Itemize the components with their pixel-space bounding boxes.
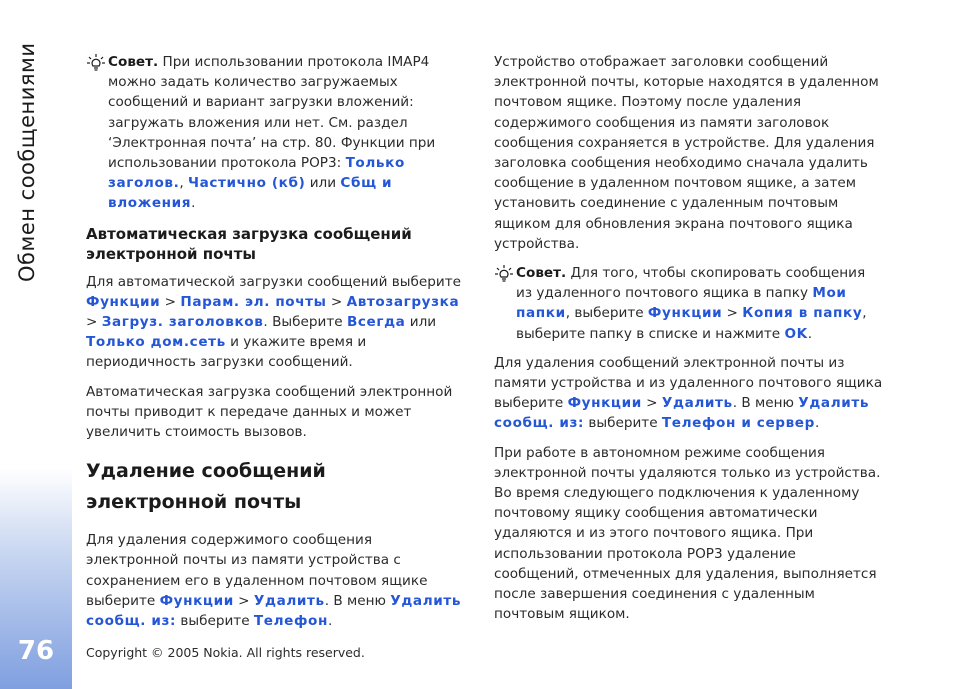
text-run: > (86, 314, 102, 331)
menu-link-email-settings: Парам. эл. почты (180, 293, 327, 310)
section-heading-auto-download: Автоматическая загрузка сообщений электронной почты (86, 224, 412, 263)
text-run: . (814, 415, 820, 432)
text-run: , выберите (565, 305, 648, 322)
text-run: , выберите папку в списке и нажмите (516, 305, 867, 342)
text-run: . В меню (732, 395, 799, 412)
lightbulb-icon (494, 264, 514, 284)
copyright-footer: Copyright © 2005 Nokia. All rights reserved. (86, 645, 365, 660)
menu-link-home-net-only: Только дом.сеть (86, 334, 226, 351)
text-run: Для удаления сообщений электронной почты из памяти устройства и из удаленного почтового ящика выберите (494, 354, 883, 412)
paragraph-offline-delete: При работе в автономном режиме сообщения электронной почты удаляются только из устройства. Во время следующего подключения к удаленному почтовому ящику сообщения автоматически удаляются и из этого почтового ящика. При использовании протокола POP3 удаление сообщений, отмеченных для удаления, выполняется после завершения соединения с удаленным почтовым ящиком. (494, 444, 881, 623)
paragraph-delete-from-phone (86, 530, 468, 631)
text-separator: , (179, 175, 189, 192)
left-column (86, 52, 468, 640)
text-separator: или (305, 175, 341, 192)
menu-link-msg-attachments: Сбщ и вложения (108, 175, 393, 212)
menu-link-headers-only: Только заголов. (108, 155, 405, 192)
paragraph-auto-download (86, 272, 468, 373)
menu-link-my-folders: Мои папки (516, 285, 847, 322)
text-run: . Выберите (263, 314, 347, 331)
menu-link-copy-to-folder: Копия в папку (742, 305, 863, 322)
menu-link-delete-msg-from: Удалить сообщ. из: (86, 592, 462, 630)
menu-link-delete: Удалить (253, 592, 325, 609)
text-separator: . (191, 195, 196, 212)
page-number: 76 (17, 636, 55, 666)
tip-text: При использовании протокола IMAP4 можно задать количество загружаемых сообщений и вариант загрузки вложений: загружать вложения или нет. См. раздел ‘Электронная почта’ на стр. 80. Функции при использовании протокола POP3: (108, 54, 436, 172)
paragraph-auto-download-cost: Автоматическая загрузка сообщений электронной почты приводит к передаче данных и может увеличить стоимость вызовов. (86, 383, 453, 441)
menu-link-delete-msg-from: Удалить сообщ. из: (494, 395, 870, 432)
text-run: Для удаления содержимого сообщения электронной почты из памяти устройства с сохранением его в удаленном почтовом ящике выберите (86, 532, 428, 609)
text-run: выберите (584, 415, 662, 432)
menu-link-options: Функции (86, 293, 161, 310)
text-run: > (326, 293, 347, 310)
tip-label: Совет. (516, 265, 567, 282)
paragraph-headers-remain: Устройство отображает заголовки сообщений электронной почты, которые находятся в удаленном почтовом ящике. Поэтому после удаления содержимого сообщения из памяти заголовок сообщения сохраняется в устройстве. Для удаления заголовка сообщения необходимо сначала удалить сообщение в удаленном почтовом ящике, а затем установить соединение с удаленным почтовым ящиком для обновления экрана почтового ящика устройства. (494, 54, 879, 252)
menu-link-phone: Телефон (253, 613, 328, 630)
menu-link-delete: Удалить (661, 395, 733, 412)
menu-link-header-retrieval: Загруз. заголовков (101, 314, 264, 331)
text-run: и укажите время и периодичность загрузки сообщений. (86, 334, 367, 371)
menu-link-phone-and-server: Телефон и сервер (661, 415, 815, 432)
tip-copy-to-folder (494, 263, 884, 344)
sidebar (0, 0, 72, 689)
text-run: . (807, 325, 813, 342)
text-run: или (405, 314, 437, 331)
text-run: > (722, 305, 743, 322)
menu-link-ok: OK (784, 325, 808, 342)
chapter-title: Обмен сообщениями (15, 42, 39, 282)
menu-link-always: Всегда (346, 314, 406, 331)
lightbulb-icon (86, 53, 106, 73)
menu-link-auto-retrieval: Автозагрузка (346, 293, 460, 310)
menu-link-options: Функции (567, 395, 642, 412)
menu-link-options: Функции (647, 305, 723, 322)
menu-link-partial: Частично (кб) (188, 175, 306, 192)
text-run: . (328, 613, 333, 630)
paragraph-delete-phone-and-server (494, 353, 884, 434)
right-column (494, 52, 884, 633)
text-run: > (233, 592, 254, 609)
text-run: > (641, 395, 662, 412)
tip-label: Совет. (108, 54, 159, 70)
menu-link-options: Функции (159, 592, 234, 609)
section-heading-delete-email: Удаление сообщений электронной почты (86, 460, 326, 514)
text-run: выберите (176, 613, 254, 630)
text-run: Для того, чтобы скопировать сообщения из удаленного почтового ящика в папку (516, 265, 866, 302)
text-run: Для автоматической загрузки сообщений выберите (86, 273, 462, 290)
text-run: > (160, 293, 181, 310)
text-run: . В меню (324, 592, 391, 609)
tip-imap4 (86, 52, 468, 214)
